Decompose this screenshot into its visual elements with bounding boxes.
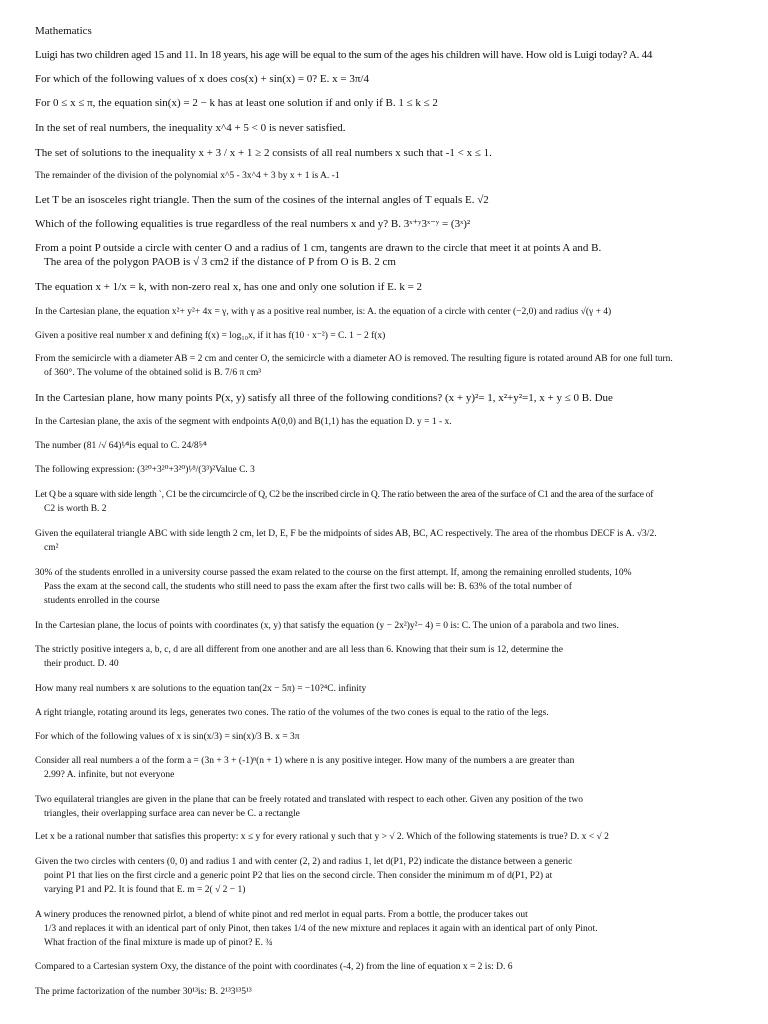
question-line: From a point P outside a circle with center O and a radius of 1 cm, tangents are drawn to the circle that meet it at points A and B. [35,242,602,254]
question-line: For which of the following values of x is sin(x/3) = sin(x)/3 B. x = 3π [35,732,300,742]
question-line: For 0 ≤ x ≤ π, the equation sin(x) = 2 − k has at least one solution if and only if B. 1 ≤ k ≤ 2 [35,97,438,109]
question-line: The prime factorization of the number 30¹³is: B. 2¹³3¹³5¹³ [35,987,252,997]
question-line: In the Cartesian plane, the equation x²+ y²+ 4x = γ, with γ as a positive real number, is: A. the equation of a circle with center (−2,0) and radius √(γ + 4) [35,307,612,317]
question-continuation: 2.99? A. infinite, but not everyone [44,770,175,780]
question-line: The equation x + 1/x = k, with non-zero real x, has one and only one solution if E. k = 2 [35,281,423,293]
question-line: 30% of the students enrolled in a university course passed the exam related to the course on the first attempt. If, among the remaining enrolled students, 10% [35,568,632,578]
question-continuation: point P1 that lies on the first circle and a generic point P2 that lies on the second circle. Then consider the minimum m of d(P1, P2) at [44,871,553,881]
question-line: Which of the following equalities is true regardless of the real numbers x and y? B. 3ˣ⁺ʸ3ˣ⁻ʸ = (3ˣ)² [35,218,471,230]
question-line: A winery produces the renowned pirlot, a blend of white pinot and red merlot in equal parts. From a bottle, the producer takes out [35,910,528,920]
question-line: Given a positive real number x and defining f(x) = log₁₀x, if it has f(10 · x⁻²) = C. 1 − 2 f(x) [35,331,386,341]
question-continuation: What fraction of the final mixture is made up of pinot? E. ¾ [44,938,273,948]
question-line: Let x be a rational number that satisfies this property: x ≤ y for every rational y such that y > √ 2. Which of the following statements is true? D. x < √ 2 [35,832,609,842]
question-line: Compared to a Cartesian system Oxy, the distance of the point with coordinates (-4, 2) from the line of equation x = 2 is: D. 6 [35,962,513,972]
question-line: In the Cartesian plane, the locus of points with coordinates (x, y) that satisfy the equation (y − 2x²)y²− 4) = 0 is: C. The union of a parabola and two lines. [35,621,619,631]
question-line: The following expression: (3²⁰+3²⁰+3²⁰)¹⁄³/(3³)²Value C. 3 [35,465,255,475]
question-line: The set of solutions to the inequality x + 3 / x + 1 ≥ 2 consists of all real numbers x such that -1 < x ≤ 1. [35,147,492,159]
question-line: Two equilateral triangles are given in the plane that can be freely rotated and translated with respect to each other. Given any position of the two [35,795,584,805]
question-continuation: of 360°. The volume of the obtained solid is B. 7/6 π cm³ [44,368,262,378]
question-line: Let Q be a square with side length `, C1 be the circumcircle of Q, C2 be the inscribed circle in Q. The ratio between the area of the surface of C1 and the area of the surface of [35,490,654,500]
question-line: For which of the following values of x does cos(x) + sin(x) = 0? E. x = 3π/4 [35,73,369,85]
question-continuation: triangles, their overlapping surface area can never be C. a rectangle [44,809,300,819]
question-line: In the set of real numbers, the inequality x^4 + 5 < 0 is never satisfied. [35,122,346,134]
question-continuation: 1/3 and replaces it with an identical part of only Pinot, then takes 1/4 of the new mixture and replaces it again with an identical part of only Pinot. [44,924,598,934]
question-continuation: Pass the exam at the second call, the students who still need to pass the exam after the first two calls will be: B. 63% of the total number of [44,582,572,592]
question-line: The strictly positive integers a, b, c, d are all different from one another and are all less than 6. Knowing that their sum is 12, determine the [35,645,563,655]
document-heading: Mathematics [35,25,92,37]
question-line: The remainder of the division of the polynomial x^5 - 3x^4 + 3 by x + 1 is A. -1 [35,171,340,181]
question-continuation: their product. D. 40 [44,659,119,669]
question-continuation: C2 is worth B. 2 [44,504,107,514]
question-continuation: The area of the polygon PAOB is √ 3 cm2 if the distance of P from O is B. 2 cm [44,256,396,268]
question-continuation: cm² [44,543,59,553]
question-line: From the semicircle with a diameter AB = 2 cm and center O, the semicircle with a diameter AO is removed. The resulting figure is rotated around AB for one full turn. [35,354,673,364]
question-line: Luigi has two children aged 15 and 11. In 18 years, his age will be equal to the sum of the ages his children will have. How old is Luigi today? A. 44 [35,49,653,61]
question-line: Given the two circles with centers (0, 0) and radius 1 and with center (2, 2) and radius 1, let d(P1, P2) indicate the distance between a generic [35,857,573,867]
question-line: How many real numbers x are solutions to the equation tan(2x − 5π) = −10?⁴C. infinity [35,684,367,694]
question-line: A right triangle, rotating around its legs, generates two cones. The ratio of the volumes of the two cones is equal to the ratio of the legs. [35,708,549,718]
question-line: Let T be an isosceles right triangle. Then the sum of the cosines of the internal angles of T equals E. √2 [35,194,489,206]
question-continuation: students enrolled in the course [44,596,160,606]
question-line: The number (81 /√ 64)¹⁄⁴is equal to C. 24/8⁵⁄⁴ [35,441,207,451]
question-line: Consider all real numbers a of the form a = (3n + 3 + (-1)ⁿ(n + 1) where n is any positive integer. How many of the numbers a are greater than [35,756,575,766]
question-continuation: varying P1 and P2. It is found that E. m = 2( √ 2 − 1) [44,885,246,895]
question-line: Given the equilateral triangle ABC with side length 2 cm, let D, E, F be the midpoints of sides AB, BC, AC respectively. The area of the rhombus DECF is A. √3/2. [35,529,657,539]
question-line: In the Cartesian plane, how many points P(x, y) satisfy all three of the following conditions? (x + y)²= 1, x²+y²=1, x + y ≤ 0 B. Due [35,392,613,404]
question-line: In the Cartesian plane, the axis of the segment with endpoints A(0,0) and B(1,1) has the equation D. y = 1 - x. [35,417,452,427]
